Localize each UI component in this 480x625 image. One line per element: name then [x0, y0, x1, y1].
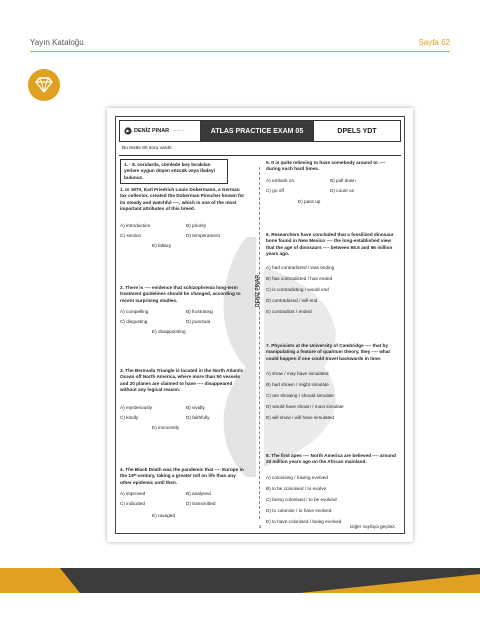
watermark-right — [264, 267, 364, 467]
question-1-option-d[interactable]: D) temperament — [186, 233, 220, 238]
exam-frame — [115, 116, 405, 534]
question-2 — [120, 285, 246, 304]
question-1-stem: 1. In 1870, Karl Friedrich Louis Dobermann, a German tax collector, created the Doberman Pinscher known for its steady and watchful ----, which is one of the most important attributes of this breed. — [120, 187, 245, 212]
question-1-option-a[interactable]: A) introduction — [120, 223, 151, 228]
question-4-option-a[interactable]: A) improved — [120, 491, 146, 496]
question-6-option-c[interactable]: C) is contradicting / would end — [266, 287, 329, 292]
question-3-option-a[interactable]: A) mysteriously — [120, 405, 153, 410]
question-5-stem: 5. It is quite relieving to have somebody around to ---- during such hard times. — [266, 160, 386, 172]
page-number: 1 — [258, 524, 262, 529]
question-2-option-e[interactable]: E) disappointing — [152, 329, 186, 334]
question-4 — [120, 467, 246, 486]
question-6-stem: 6. Researchers have concluded that a fossilized dinosaur bone found in New Mexico ---- the long-established view that the age of dinosaurs ---- between 65.5 and 66 million years ago. — [266, 232, 394, 257]
exam-header — [119, 120, 401, 142]
exam-title: ATLAS PRACTICE EXAM 05 — [201, 121, 313, 141]
question-8 — [266, 453, 398, 466]
column-divider — [259, 167, 260, 519]
question-2-stem: 2. There is ---- evidence that schizophrenia long-term treatment guidelines should be changed, according to recent surprising studies. — [120, 285, 241, 303]
question-3-option-b[interactable]: B) vividly — [186, 405, 205, 410]
question-7-option-e[interactable]: E) will show / will have simulated — [266, 415, 334, 420]
question-1-option-e[interactable]: E) fallacy — [152, 243, 172, 248]
question-5 — [266, 160, 396, 173]
question-6 — [266, 232, 398, 257]
question-2-option-a[interactable]: A) compelling — [120, 309, 149, 314]
question-1-option-c[interactable]: C) section — [120, 233, 142, 238]
question-4-option-e[interactable]: E) ravaged — [152, 513, 175, 518]
brand-logo — [120, 121, 201, 141]
catalog-header — [0, 0, 480, 60]
question-8-option-b[interactable]: B) to be colonised / to evolve — [266, 486, 327, 491]
question-8-option-e[interactable]: E) to have colonised / being evolved — [266, 519, 342, 524]
question-4-option-b[interactable]: B) analysed — [186, 491, 211, 496]
question-count-note: Bu testte 80 soru vardır. — [119, 142, 401, 156]
question-4-option-c[interactable]: C) indicated — [120, 501, 146, 506]
question-8-option-a[interactable]: A) colonising / having evolved — [266, 475, 329, 480]
question-8-stem: 8. The first apes ---- North America are believed ---- around 20 million years ago on the African mainland. — [266, 453, 396, 465]
question-7-option-c[interactable]: C) are showing / should simulate — [266, 393, 335, 398]
question-5-option-a[interactable]: A) embark on — [266, 178, 295, 183]
question-7-stem: 7. Physicists at the University of Cambridge ---- that by manipulating a feature of quantum theory, they ---- what could happen if one could travel backwards in time. — [266, 343, 390, 361]
question-7-option-a[interactable]: A) show / may have simulated — [266, 371, 329, 376]
question-6-option-b[interactable]: B) has contradicted / has ended — [266, 276, 333, 281]
question-5-option-e[interactable]: E) pass up — [298, 199, 321, 204]
question-3-option-e[interactable]: E) innocently — [152, 425, 180, 430]
question-3-option-c[interactable]: C) kindly — [120, 415, 139, 420]
question-2-option-b[interactable]: B) frustrating — [186, 309, 213, 314]
question-5-option-d[interactable]: D) count on — [330, 188, 355, 193]
question-8-option-d[interactable]: D) to colonise / to have evolved — [266, 508, 332, 513]
decorative-band — [0, 568, 480, 593]
brand-mark-icon — [124, 127, 132, 135]
question-7 — [266, 343, 398, 362]
exam-level: DPELS YDT — [313, 121, 400, 141]
header-rule — [30, 51, 450, 52]
question-7-option-d[interactable]: D) would have shown / must simulate — [266, 404, 344, 409]
question-6-option-a[interactable]: A) had contradicted / was ending — [266, 265, 335, 270]
catalog-title: Yayın Kataloğu — [30, 38, 84, 47]
question-7-option-b[interactable]: B) had shown / might simulate — [266, 382, 329, 387]
question-6-option-d[interactable]: D) contradicted / will end — [266, 298, 318, 303]
question-1 — [120, 187, 246, 212]
next-page-note: Diğer sayfaya geçiniz. — [350, 524, 396, 529]
question-3-option-d[interactable]: D) faithfully — [186, 415, 210, 420]
instruction-box: 1. - 8. sorularda, cümlede boş bırakılan yerlere uygun düşen sözcük veya ifadeyi bulunuz. — [120, 159, 228, 184]
question-2-option-d[interactable]: D) punctual — [186, 319, 210, 324]
question-5-option-c[interactable]: C) go off — [266, 188, 284, 193]
question-4-stem: 4. The Black Death was the pandemic that ---- Europe in the 14ᵗʰ century, taking a greater toll on life than any other epidemic until then. — [120, 467, 244, 485]
exam-sheet — [107, 108, 413, 542]
question-6-option-e[interactable]: E) contradicts / ended — [266, 309, 312, 314]
question-5-option-b[interactable]: B) pull down — [330, 178, 356, 183]
question-2-option-c[interactable]: C) disgusting — [120, 319, 148, 324]
brand-name: DENİZ PINAR — [134, 128, 170, 134]
brand-script-mark: 〜〜〜 — [171, 129, 185, 134]
catalog-page-number: Sayfa 62 — [418, 38, 450, 47]
diamond-icon — [27, 68, 61, 102]
question-4-option-d[interactable]: D) transmitted — [186, 501, 216, 506]
question-1-option-b[interactable]: B) priority — [186, 223, 207, 228]
watermark-left — [206, 237, 256, 477]
vertical-brand: DENİZ PINAR — [255, 275, 261, 307]
question-3 — [120, 368, 246, 393]
question-3-stem: 3. The Bermuda Triangle is located in the North Atlantic Ocean off North America, where more than 50 vessels and 20 planes are claimed to have ---- disappeared without any logical reason. — [120, 368, 244, 393]
question-8-option-c[interactable]: C) being colonised / to be evolved — [266, 497, 337, 502]
